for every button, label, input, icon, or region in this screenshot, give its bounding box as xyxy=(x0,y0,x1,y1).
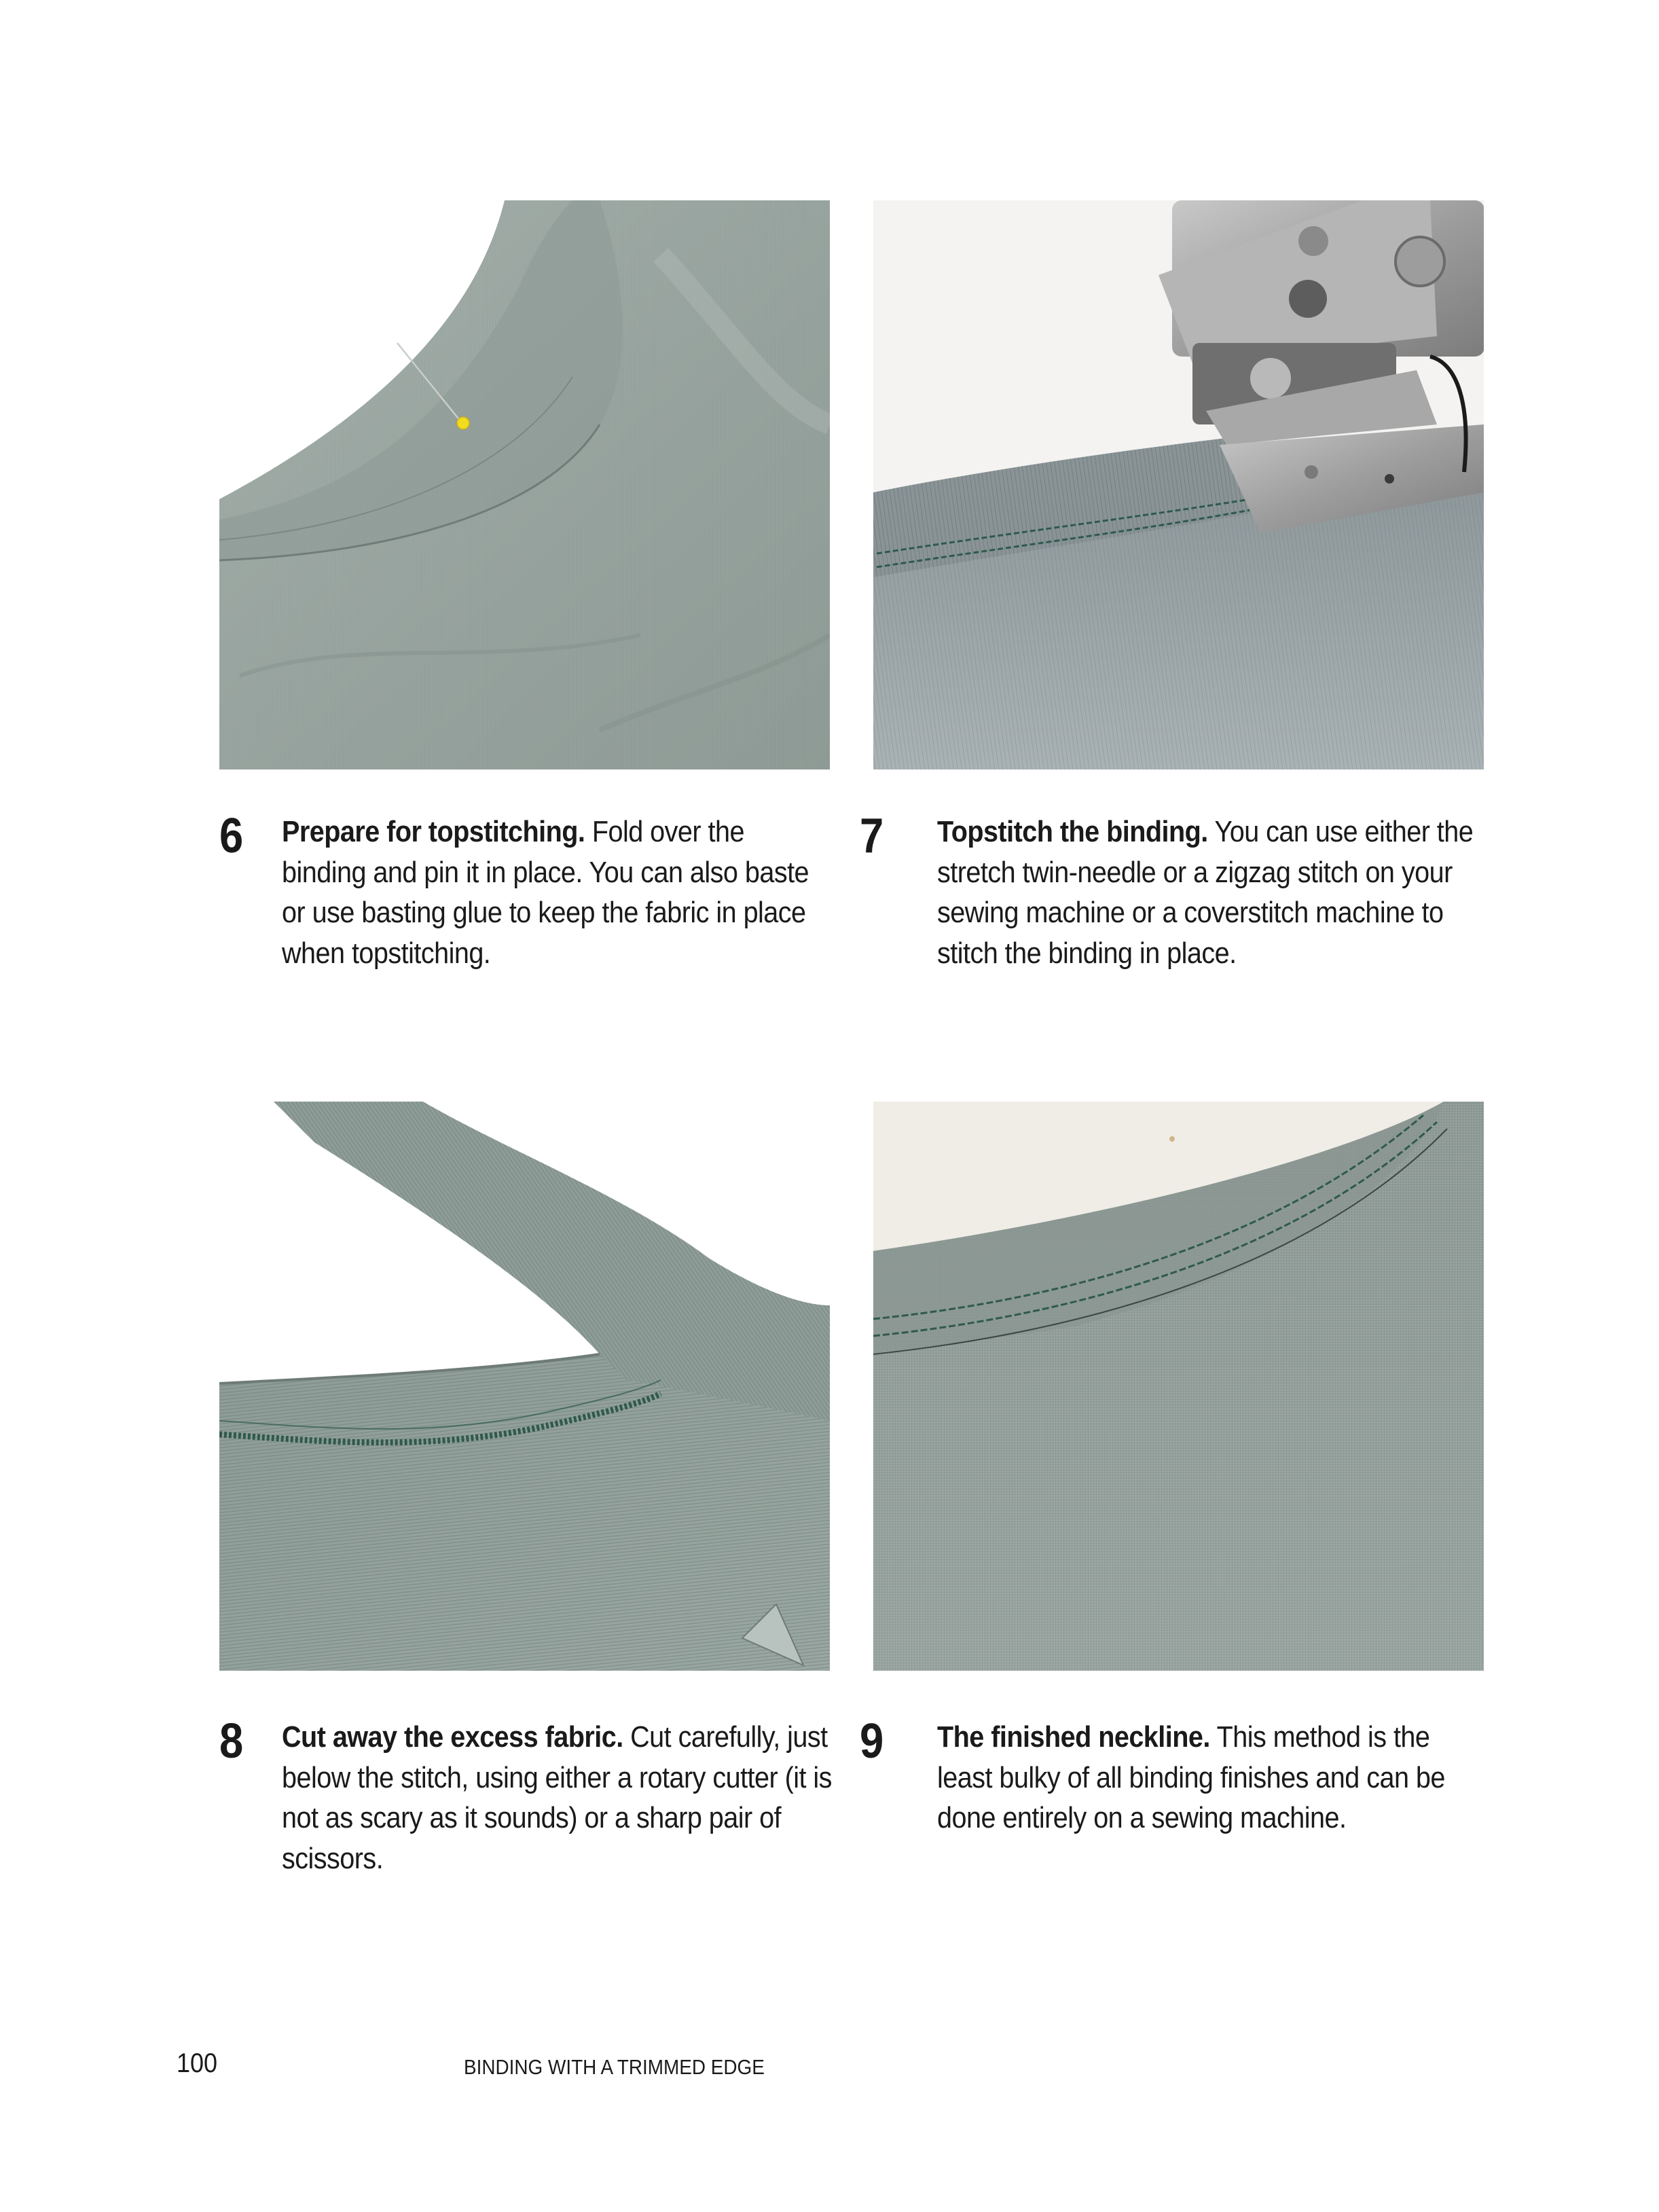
step-9-photo xyxy=(873,1102,1484,1671)
step-body: Fold over the binding and pin it in place. You can also baste or use basting glue to keep the fabric in place when topstitching. xyxy=(282,815,809,970)
step-text xyxy=(937,812,1487,973)
step-title: Prepare for topstitching. xyxy=(282,815,585,848)
step-text xyxy=(937,1717,1487,1838)
finished-neckline-image xyxy=(873,1102,1484,1671)
step-8-photo xyxy=(219,1102,830,1671)
step-title: Cut away the excess fabric. xyxy=(282,1720,623,1754)
tshirt-neckline-pinned-image xyxy=(219,200,830,769)
step-number: 7 xyxy=(860,809,884,863)
step-text xyxy=(282,1717,832,1879)
step-body: Cut carefully, just below the stitch, using either a rotary cutter (it is not as scary as it sounds) or a sharp pair of scissors. xyxy=(282,1720,832,1875)
step-number: 9 xyxy=(860,1714,884,1769)
trimming-excess-fabric-image xyxy=(219,1102,830,1671)
page-number: 100 xyxy=(177,2048,218,2078)
step-6-photo xyxy=(219,200,830,769)
step-number: 8 xyxy=(219,1714,244,1769)
running-title: BINDING WITH A TRIMMED EDGE xyxy=(464,2055,765,2079)
pin-head-icon xyxy=(457,417,469,429)
step-7-photo xyxy=(873,200,1484,769)
presser-foot-topstitching-image xyxy=(873,200,1484,769)
step-body: This method is the least bulky of all binding finishes and can be done entirely on a sewing machine. xyxy=(937,1720,1445,1834)
step-text xyxy=(282,812,832,973)
step-number: 6 xyxy=(219,809,244,863)
step-body: You can use either the stretch twin-needle or a zigzag stitch on your sewing machine or a coverstitch machine to stitch the binding in place. xyxy=(937,815,1474,970)
step-title: Topstitch the binding. xyxy=(937,815,1208,848)
step-title: The finished neckline. xyxy=(937,1720,1210,1754)
